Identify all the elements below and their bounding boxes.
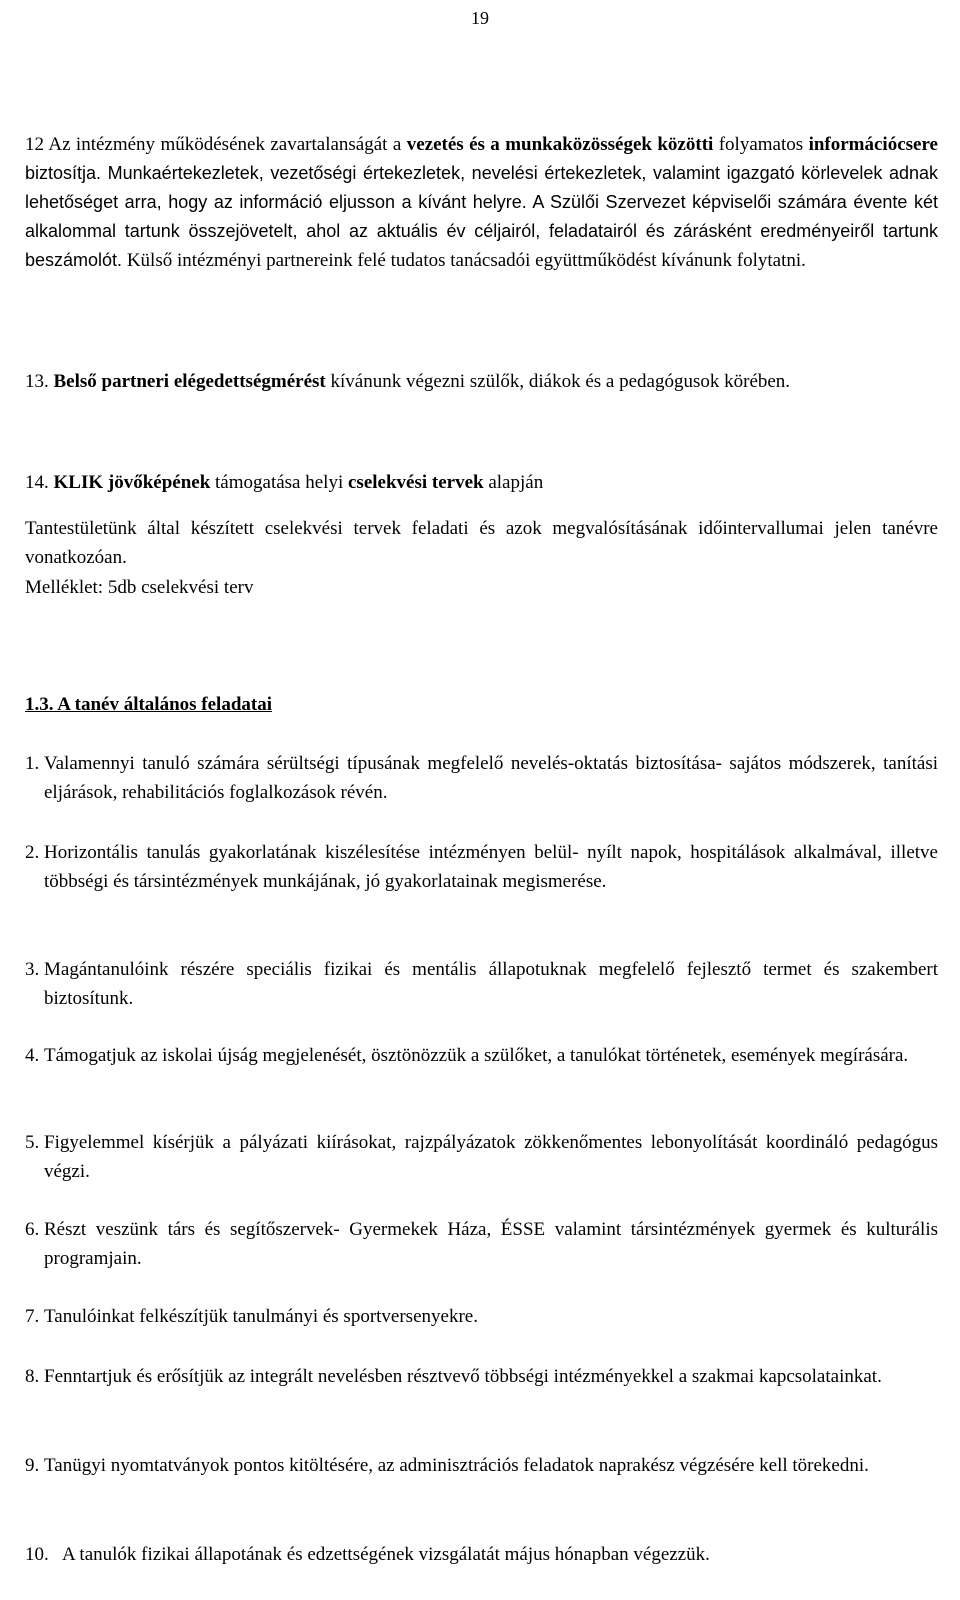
list-item-number: 6. xyxy=(25,1219,40,1240)
paragraph-14 xyxy=(25,468,938,497)
p12-bold-b: vezetés és a munkaközösségek közötti xyxy=(406,134,714,155)
p13-bold-b: Belső partneri elégedettségmérést xyxy=(53,371,326,392)
p12-text-e: biztosítja. xyxy=(25,163,102,183)
p14-text-e: alapján xyxy=(483,472,544,493)
list-item xyxy=(25,1128,938,1186)
list-item-text: Részt veszünk társ és segítőszervek- Gyermekek Háza, ÉSSE valamint társintézmények gyermek és kulturális programjain. xyxy=(44,1219,938,1269)
page-number: 19 xyxy=(471,8,489,28)
section-heading: 1.3. A tanév általános feladatai xyxy=(25,694,273,715)
list-item xyxy=(25,1451,938,1480)
list-item-text: A tanulók fizikai állapotának és edzettségének vizsgálatát május hónapban végezzük. xyxy=(62,1544,710,1565)
list-item-number: 2. xyxy=(25,842,40,863)
list-item xyxy=(25,1215,938,1273)
list-item xyxy=(25,1302,938,1331)
paragraph-12 xyxy=(25,130,938,275)
p12-text-a: 12 Az intézmény működésének zavartalanságát a xyxy=(25,134,407,155)
list-item-number: 4. xyxy=(25,1045,40,1066)
paragraph-melleklet: Melléklet: 5db cselekvési terv xyxy=(25,577,254,598)
p12-text-f: Munkaértekezletek, vezetőségi értekezletek, nevelési értekezletek, valamint igazgató körlevelek adnak lehetőséget arra, hogy az információ eljusson a kívánt helyre. A Szülői Szervezet képviselői számára évente két alkalommal tartunk összejövetelt, ahol az aktuális év céljairól, feladatairól és zárásként eredményeiről tartunk beszámolót. xyxy=(25,163,938,270)
paragraph-13 xyxy=(25,367,938,396)
list-item xyxy=(25,838,938,896)
list-item-text: Tanulóinkat felkészítjük tanulmányi és sportversenyekre. xyxy=(44,1306,478,1327)
p12-text-c: folyamatos xyxy=(713,134,809,155)
p14-text-c: támogatása helyi xyxy=(210,472,348,493)
list-item-text: Magántanulóink részére speciális fizikai és mentális állapotuknak megfelelő fejlesztő termet és szakembert biztosítunk. xyxy=(44,959,938,1009)
list-item-number: 1. xyxy=(25,753,40,774)
list-item-text: Támogatjuk az iskolai újság megjelenését, ösztönözzük a szülőket, a tanulókat történetek, események megírására. xyxy=(44,1045,909,1066)
list-item xyxy=(25,749,938,807)
list-item-number: 9. xyxy=(25,1455,40,1476)
list-item-text: Tanügyi nyomtatványok pontos kitöltésére, az adminisztrációs feladatok naprakész végzésére kell törekedni. xyxy=(44,1455,869,1476)
p12-text-g: Külső intézményi partnereink felé tudatos tanácsadói együttműködést kívánunk folytatni. xyxy=(122,250,806,271)
paragraph-tantestulet: Tantestületünk által készített cselekvési tervek feladati és azok megvalósításának időintervallumai jelen tanévre vonatkozóan. xyxy=(25,518,938,568)
p14-bold-b: KLIK jövőképének xyxy=(53,472,211,493)
list-item xyxy=(25,1362,938,1391)
list-item-number: 8. xyxy=(25,1366,40,1387)
p13-text-c: kívánunk végezni szülők, diákok és a pedagógusok körében. xyxy=(325,371,791,392)
list-item-text: Horizontális tanulás gyakorlatának kiszélesítése intézményen belül- nyílt napok, hospitálások alkalmával, illetve többségi és társintézmények munkájának, jó gyakorlatainak megismerése. xyxy=(44,842,938,892)
list-item xyxy=(25,1540,938,1569)
list-item-number: 10. xyxy=(25,1544,49,1565)
list-item-text: Fenntartjuk és erősítjük az integrált nevelésben résztvevő többségi intézményekkel a szakmai kapcsolatainkat. xyxy=(44,1366,882,1387)
p14-bold-d: cselekvési tervek xyxy=(348,472,484,493)
list-item-text: Valamennyi tanuló számára sérültségi típusának megfelelő nevelés-oktatás biztosítása- sajátos módszerek, tanítási eljárások, rehabilitációs foglalkozások révén. xyxy=(44,753,938,803)
list-item xyxy=(25,1041,938,1070)
list-item-number: 3. xyxy=(25,959,40,980)
p13-text-a: 13. xyxy=(25,371,54,392)
p14-text-a: 14. xyxy=(25,472,54,493)
list-item-text: Figyelemmel kísérjük a pályázati kiírásokat, rajzpályázatok zökkenőmentes lebonyolítását koordináló pedagógus végzi. xyxy=(44,1132,938,1182)
list-item-number: 7. xyxy=(25,1306,40,1327)
p12-bold-d: információcsere xyxy=(808,134,938,155)
list-item xyxy=(25,955,938,1013)
list-item-number: 5. xyxy=(25,1132,40,1153)
